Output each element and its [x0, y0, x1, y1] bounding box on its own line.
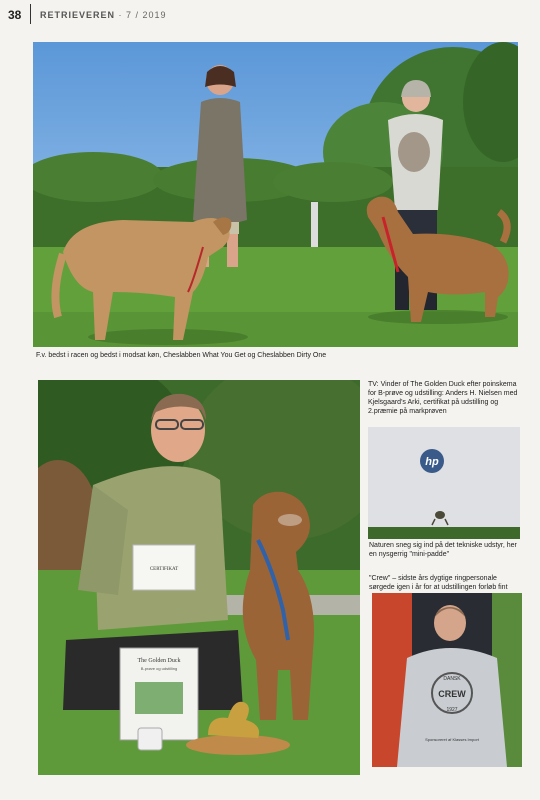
certificate-text: CERTIFIKAT	[149, 567, 179, 572]
header-divider	[30, 4, 31, 24]
photo-crew	[372, 593, 522, 767]
caption-photo1: F.v. bedst i racen og bedst i modsat køn, Cheslabben What You Get og Cheslabben Dirty One	[36, 352, 327, 359]
magazine-name: RETRIEVEREN	[40, 10, 116, 20]
magazine-title	[40, 10, 167, 20]
caption-photo2-side: TV: Vinder of The Golden Duck efter poinskema for B-prøve og udstilling: Anders H. Nielsen med Kjelsgaard's Arki, certifikat på udstilling og 2.præmie på markprøven	[368, 381, 518, 415]
crew-sponsor-text: Sponsoreret af Klasses Import	[425, 737, 479, 742]
photo-golden-duck-winner	[38, 380, 360, 775]
crew-ring-top: DANSK	[443, 676, 461, 682]
crew-ring-bottom: 1927	[446, 707, 458, 713]
photo-dog-show-winners	[33, 42, 518, 347]
book-subtitle: B-prøve og udstilling	[140, 666, 178, 671]
caption-photo4: "Crew" – sidste års dygtige ringpersonale sørgede igen i år for at udstillingen forløb fint	[369, 575, 508, 591]
page-number: 38	[8, 8, 22, 22]
photo-mini-padde	[368, 427, 520, 539]
book-title: The Golden Duck	[137, 658, 181, 664]
crew-badge-text: CREW	[438, 689, 466, 699]
hp-logo-text: hp	[425, 456, 439, 468]
caption-photo3: Naturen sneg sig ind på det tekniske udstyr, her en nysgerrig "mini-padde"	[369, 542, 517, 558]
issue-label: · 7 / 2019	[118, 10, 167, 20]
